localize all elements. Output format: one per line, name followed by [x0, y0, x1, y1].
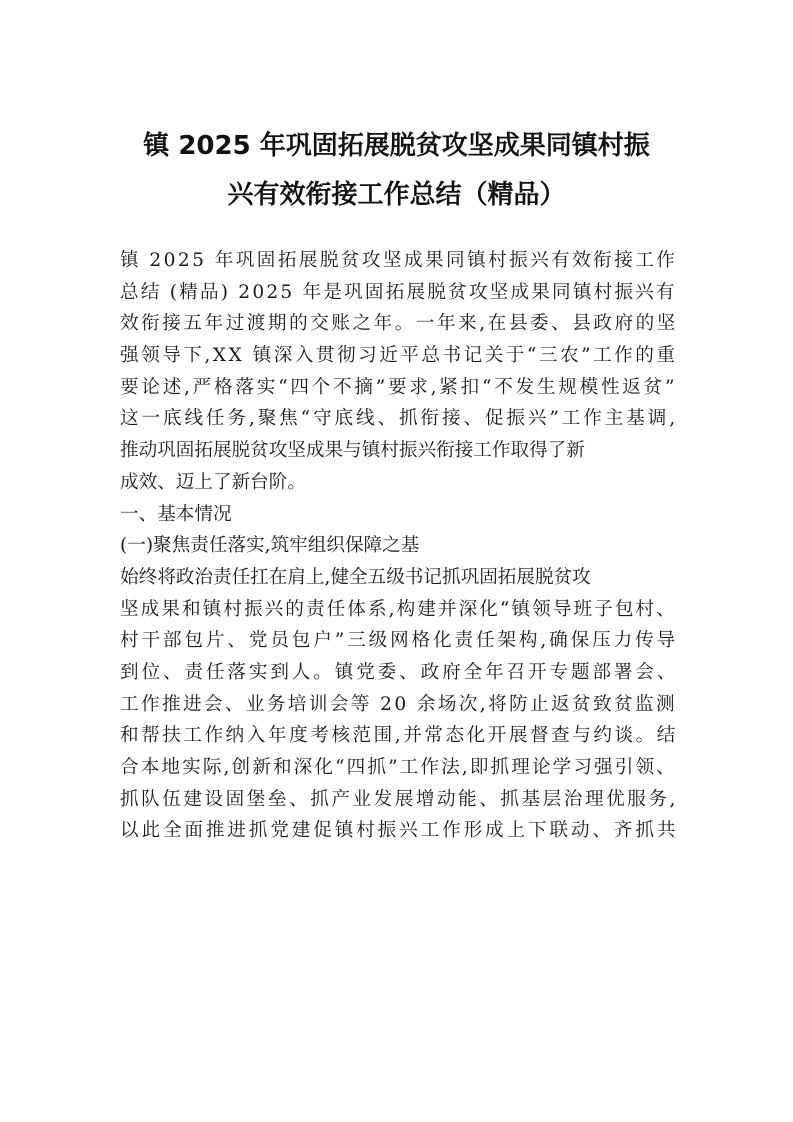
document-title [110, 122, 683, 220]
paragraph-line: 和帮扶工作纳入年度考核范围,并常态化开展督查与约谈。结 [120, 725, 678, 747]
paragraph-line: 工作推进会、业务培训会等 20 余场次,将防止返贫致贫监测 [120, 693, 677, 715]
document-body [120, 245, 679, 847]
paragraph-line: 抓队伍建设固堡垒、抓产业发展增动能、抓基层治理优服务, [120, 788, 678, 810]
paragraph-line: 始终将政治责任扛在肩上,健全五级书记抓巩固拓展脱贫攻 [120, 566, 591, 588]
section-paragraph [120, 562, 679, 847]
paragraph-line: 总结 (精品) 2025 年是巩固拓展脱贫攻坚成果同镇村振兴有 [120, 281, 677, 303]
paragraph-line: 效衔接五年过渡期的交账之年。一年来,在县委、县政府的坚 [120, 313, 678, 335]
paragraph-line: 推动巩固拓展脱贫攻坚成果与镇村振兴衔接工作取得了新 [120, 440, 585, 462]
section-heading [120, 499, 675, 531]
paragraph-line: 镇 2025 年巩固拓展脱贫攻坚成果同镇村振兴有效衔接工作 [120, 250, 678, 271]
intro-paragraph [120, 245, 679, 499]
paragraph-line: 到位、责任落实到人。镇党委、政府全年召开专题部署会、 [120, 661, 679, 683]
paragraph-line: 坚成果和镇村振兴的责任体系,构建并深化“镇领导班子包村、 [120, 598, 677, 620]
paragraph-line: 合本地实际,创新和深化“四抓”工作法,即抓理论学习强引领、 [120, 757, 677, 778]
subsection-heading-text: (一)聚焦责任落实,筑牢组织保障之基 [120, 535, 420, 557]
paragraph-line: 以此全面推进抓党建促镇村振兴工作形成上下联动、齐抓共 [120, 820, 679, 842]
subsection-heading [120, 530, 675, 562]
paragraph-line: 强领导下,XX 镇深入贯彻习近平总书记关于“三农”工作的重 [120, 345, 678, 367]
paragraph-line: 成效、迈上了新台阶。 [120, 471, 306, 493]
section-heading-text: 一、基本情况 [120, 503, 232, 525]
title-line: 兴有效衔接工作总结（精品） [227, 180, 566, 210]
paragraph-line: 村干部包片、党员包户”三级网格化责任架构,确保压力传导 [120, 630, 679, 652]
paragraph-line: 这一底线任务,聚焦“守底线、抓衔接、促振兴”工作主基调, [120, 408, 679, 430]
title-line: 镇 2025 年巩固拓展脱贫攻坚成果同镇村振 [143, 131, 650, 161]
paragraph-line: 要论述,严格落实“四个不摘”要求,紧扣“不发生规模性返贫” [120, 376, 678, 398]
